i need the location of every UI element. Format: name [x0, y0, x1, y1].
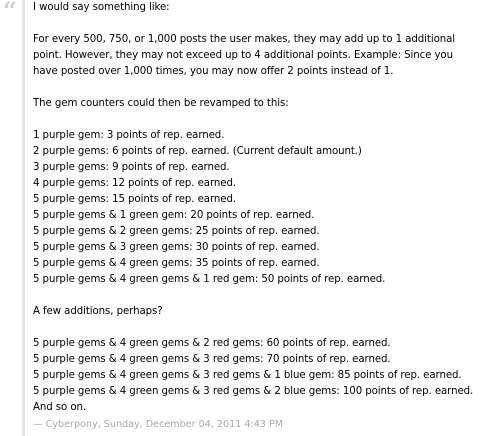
paragraph-line: point. However, they may not exceed up to 4 additional points. Example: Since you — [33, 50, 453, 61]
gem-list-item: 5 purple gems & 4 green gems: 35 points of rep. earned. — [33, 258, 320, 269]
post-signature — [33, 418, 283, 432]
gem-list-item: 4 purple gems: 12 points of rep. earned. — [33, 178, 236, 189]
post-body — [33, 0, 481, 416]
author-name: — Cyberpony — [33, 419, 98, 430]
paragraph-gap — [33, 112, 481, 128]
additions-list-item: 5 purple gems & 4 green gems & 2 red gems: 60 points of rep. earned. — [33, 338, 391, 349]
paragraph-line: The gem counters could then be revamped to this: — [33, 98, 289, 109]
paragraph-gap — [33, 16, 481, 32]
paragraph-gap — [33, 288, 481, 304]
gem-list-item: 2 purple gems: 6 points of rep. earned. (Current default amount.) — [33, 146, 362, 157]
paragraph-line: A few additions, perhaps? — [33, 306, 163, 317]
gem-list-item: 5 purple gems & 3 green gems: 30 points of rep. earned. — [33, 242, 320, 253]
post-date: , Sunday, December 04, 2011 4:43 PM — [97, 419, 284, 430]
gem-list-item: 5 purple gems: 15 points of rep. earned. — [33, 194, 236, 205]
quote-bar — [22, 0, 25, 436]
gem-list-item: 5 purple gems & 2 green gems: 25 points of rep. earned. — [33, 226, 320, 237]
intro-line: I would say something like: — [33, 2, 170, 13]
additions-list-item: And so on. — [33, 402, 87, 413]
paragraph-gap — [33, 80, 481, 96]
paragraph-gap — [33, 320, 481, 336]
paragraph-line: For every 500, 750, or 1,000 posts the user makes, they may add up to 1 additional — [33, 34, 456, 45]
gem-list-item: 5 purple gems & 1 green gem: 20 points of rep. earned. — [33, 210, 315, 221]
quote-icon: “ — [3, 0, 17, 25]
additions-list-item: 5 purple gems & 4 green gems & 3 red gems & 2 blue gems: 100 points of rep. earned. — [33, 386, 474, 397]
gem-list-item: 1 purple gem: 3 points of rep. earned. — [33, 130, 225, 141]
additions-list-item: 5 purple gems & 4 green gems & 3 red gems & 1 blue gem: 85 points of rep. earned. — [33, 370, 462, 381]
additions-list-item: 5 purple gems & 4 green gems & 3 red gems: 70 points of rep. earned. — [33, 354, 391, 365]
gem-list-item: 5 purple gems & 4 green gems & 1 red gem: 50 points of rep. earned. — [33, 274, 386, 285]
paragraph-line: have posted over 1,000 times, you may now offer 2 points instead of 1. — [33, 66, 394, 77]
gem-list-item: 3 purple gems: 9 points of rep. earned. — [33, 162, 230, 173]
